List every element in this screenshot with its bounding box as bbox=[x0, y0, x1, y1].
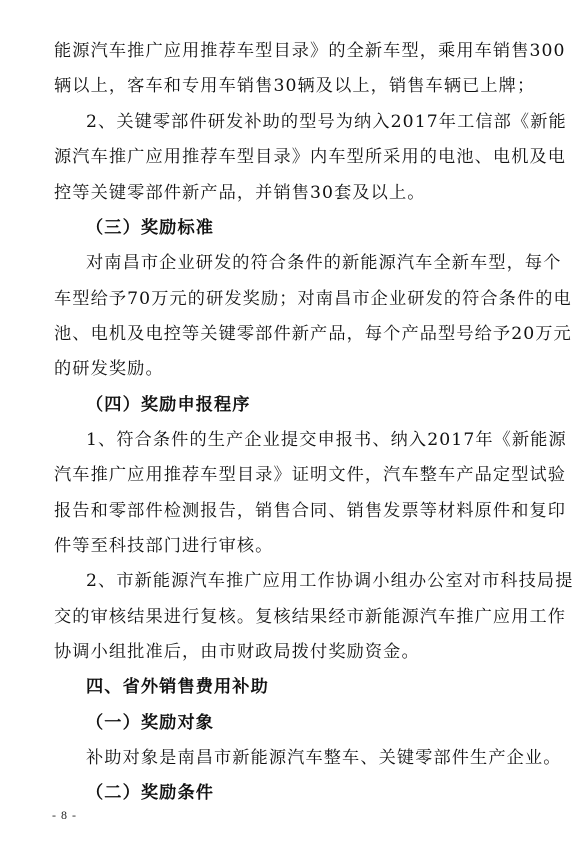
section-heading: （二）奖励条件 bbox=[86, 783, 215, 803]
page-number: - 8 - bbox=[52, 808, 77, 822]
body-text-line: 2、关键零部件研发补助的型号为纳入2017年工信部《新能 bbox=[86, 112, 567, 132]
section-heading: （四）奖励申报程序 bbox=[86, 395, 251, 415]
body-text-line: 协调小组批准后，由市财政局拨付奖励资金。 bbox=[54, 642, 420, 662]
body-text-line: 控等关键零部件新产品，并销售30套及以上。 bbox=[54, 183, 426, 203]
body-text-line: 交的审核结果进行复核。复核结果经市新能源汽车推广应用工作 bbox=[54, 607, 567, 627]
body-text-line: 车型给予70万元的研发奖励；对南昌市企业研发的符合条件的电 bbox=[54, 289, 572, 309]
body-text-line: 辆以上，客车和专用车销售30辆及以上，销售车辆已上牌； bbox=[54, 76, 536, 96]
body-text-line: 件等至科技部门进行审核。 bbox=[54, 536, 274, 556]
body-text-line: 能源汽车推广应用推荐车型目录》的全新车型，乘用车销售300 bbox=[54, 41, 566, 61]
chapter-heading: 四、省外销售费用补助 bbox=[86, 677, 269, 697]
body-text-line: 汽车推广应用推荐车型目录》证明文件，汽车整车产品定型试验 bbox=[54, 465, 567, 485]
section-heading: （一）奖励对象 bbox=[86, 713, 215, 733]
body-text-line: 对南昌市企业研发的符合条件的新能源汽车全新车型，每个 bbox=[86, 253, 562, 273]
body-text-line: 池、电机及电控等关键零部件新产品，每个产品型号给予20万元 bbox=[54, 324, 572, 344]
section-heading: （三）奖励标准 bbox=[86, 218, 215, 238]
body-text-line: 补助对象是南昌市新能源汽车整车、关键零部件生产企业。 bbox=[86, 748, 562, 768]
body-text-line: 2、市新能源汽车推广应用工作协调小组办公室对市科技局提 bbox=[86, 571, 574, 591]
body-text-line: 报告和零部件检测报告，销售合同、销售发票等材料原件和复印 bbox=[54, 501, 567, 521]
body-text-line: 的研发奖励。 bbox=[54, 359, 164, 379]
body-text-line: 源汽车推广应用推荐车型目录》内车型所采用的电池、电机及电 bbox=[54, 147, 567, 167]
body-text-line: 1、符合条件的生产企业提交申报书、纳入2017年《新能源 bbox=[86, 430, 567, 450]
